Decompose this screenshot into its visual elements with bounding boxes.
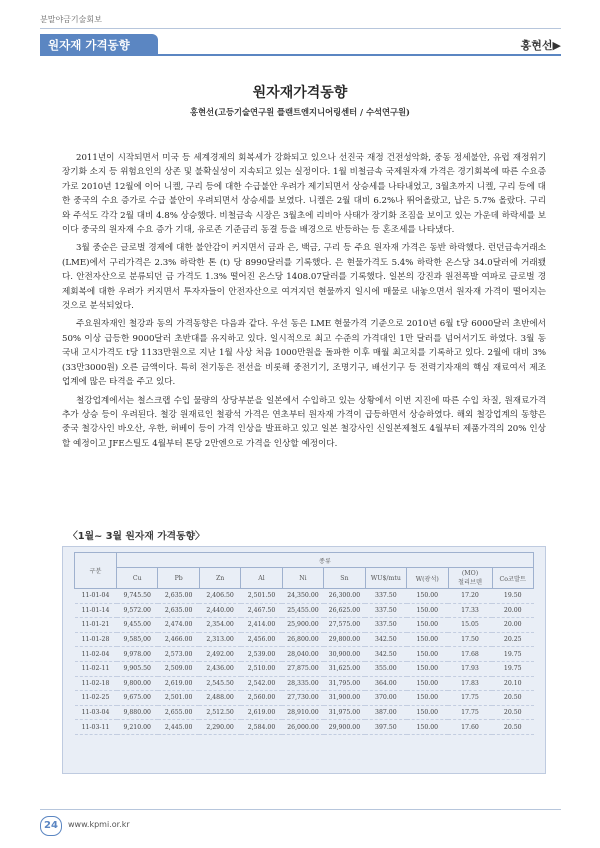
page-number: 24 [40,816,62,836]
table-cell: 9,455.00 [117,618,158,633]
table-cell: 9,800.00 [117,676,158,691]
table-cell: 31,975.00 [324,705,365,720]
article-body [62,151,546,455]
table-cell: 342.50 [365,632,406,647]
group-header: 종류 [117,553,534,568]
row-date: 11-01-28 [75,632,117,647]
table-cell: 24,350.00 [282,589,323,604]
table-cell: 26,800.00 [282,632,323,647]
footer-url: www.kpmi.or.kr [68,820,130,829]
column-header: Cu [117,568,158,589]
table-cell: 25,455.00 [282,603,323,618]
table-cell: 9,572.00 [117,603,158,618]
row-date: 11-02-25 [75,691,117,706]
table-cell: 9,585,00 [117,632,158,647]
table-cell: 17.50 [448,632,492,647]
column-header: Ni [282,568,323,589]
table-cell: 17.83 [448,676,492,691]
column-header: WU$/mtu [365,568,406,589]
table-cell: 31,795.00 [324,676,365,691]
table-cell: 9,880.00 [117,705,158,720]
table-cell: 355.00 [365,661,406,676]
table-cell: 2,635.00 [158,589,199,604]
row-date: 11-02-11 [75,661,117,676]
header-divider [40,28,561,29]
table-cell: 20.50 [492,720,534,735]
table-cell: 150.00 [407,647,448,662]
table-cell: 2,456.00 [241,632,282,647]
table-cell: 17.68 [448,647,492,662]
body-paragraph: 3월 중순은 글로벌 경제에 대한 불안감이 커지면서 금과 은, 백금, 구리 등 주요 원자재 가격은 동반 하락했다. 런던금속거래소(LME)에서 구리가격은 2.3% 하락한 톤 (t) 당 8990달러를 기록했다. 은 현물가격도 5.4% 하락한 온스당 34.0달러에 거래됐다. 안전자산으로 분류되던 금 가격도 1.3% 떨어진 온스당 1408.07달러를 기록했다. 일본의 강진과 원전폭발 여파로 글로벌 경제회복에 대한 우려가 커지면서 투자자들이 안전자산으로 여겨지던 현물까지 일시에 매물로 내놓으면서 원자재 가격이 떨어지는 것으로 분석되었다. [62,243,546,312]
table-cell: 2,573.00 [158,647,199,662]
table-cell: 20.50 [492,705,534,720]
table-cell: 2,354.00 [199,618,240,633]
table-cell: 2,542.00 [241,676,282,691]
table-row [75,676,534,691]
table-cell: 2,584.00 [241,720,282,735]
column-header: (MO) 철리브덴 [448,568,492,589]
table-cell: 2,466.00 [158,632,199,647]
column-header: W(광석) [407,568,448,589]
row-date: 11-01-21 [75,618,117,633]
table-cell: 20.00 [492,618,534,633]
table-row [75,705,534,720]
table-cell: 150.00 [407,603,448,618]
row-date: 11-01-14 [75,603,117,618]
section-author: 홍현선▶ [520,39,561,52]
table-cell: 150.00 [407,632,448,647]
table-cell: 26,300.00 [324,589,365,604]
table-cell: 337.50 [365,603,406,618]
table-cell: 20.25 [492,632,534,647]
article-title: 원자재가격동향 [252,85,348,101]
column-header: Sn [324,568,365,589]
table-cell: 28,335.00 [282,676,323,691]
section-header [40,34,561,56]
table-cell: 2,440.00 [199,603,240,618]
footer-divider [40,809,561,810]
table-cell: 2,509.00 [158,661,199,676]
table-cell: 2,619.00 [158,676,199,691]
table-cell: 26,625.00 [324,603,365,618]
table-cell: 20.00 [492,603,534,618]
table-cell: 2,501.00 [158,691,199,706]
table-row [75,720,534,735]
table-row [75,661,534,676]
table-row [75,589,534,604]
table-cell: 2,545.50 [199,676,240,691]
row-header: 구분 [75,553,117,589]
table-cell: 20.50 [492,691,534,706]
table-cell: 387.00 [365,705,406,720]
table-cell: 28,040.00 [282,647,323,662]
table-cell: 150.00 [407,720,448,735]
body-paragraph: 철강업계에서는 철스크랩 수입 물량의 상당부분을 일본에서 수입하고 있는 상황에서 이번 지진에 따른 수입 차질, 원재료가격 추가 상승 등이 우려된다. 철강 원재료인 철광석 가격은 연초부터 원자재 가격이 급등하면서 상승하였다. 해외 철강업계의 동향은 중국 철강사인 바오산, 우한, 허베이 등이 가격 인상을 발표하고 있고 일본 철강사인 신일본제철도 4월부터 제품가격의 20% 인상할 예정이고 JFE스틸도 4월부터 톤당 2만엔으로 가격을 인상할 예정이다. [62,395,546,449]
table-cell: 28,910.00 [282,705,323,720]
table-cell: 26,000.00 [282,720,323,735]
table-cell: 29,800.00 [324,632,365,647]
table-row [75,618,534,633]
table-cell: 29,900.00 [324,720,365,735]
table-cell: 2,492.00 [199,647,240,662]
row-date: 11-03-11 [75,720,117,735]
table-cell: 150.00 [407,589,448,604]
table-row [75,647,534,662]
table-cell: 2,474.00 [158,618,199,633]
table-cell: 27,875.00 [282,661,323,676]
row-date: 11-02-18 [75,676,117,691]
body-paragraph: 주요원자재인 철강과 동의 가격동향은 다음과 같다. 우선 동은 LME 현물가격 기준으로 2010년 6월 t당 6000달러 초반에서 50% 이상 급등한 9000달러 초반대를 유지하고 있다. 일시적으로 최고 수준의 가격대인 1만 달러를 넘어서기도 하였다. 3월 동 국내 고시가격도 t당 1133만원으로 지난 1월 사상 처음 1000만원을 돌파한 이후 매월 최고치를 기록하고 있다. 2월에 대비 3%(33만3000원) 오른 금액이다. 특히 전기동은 전선을 비롯해 중전기기, 조명기구, 배선기구 등 전력기자재의 핵심 재료여서 제조업계에 많은 타격을 주고 있다. [62,319,546,388]
table-cell: 364.00 [365,676,406,691]
table-cell: 2,560.00 [241,691,282,706]
table-cell: 17.75 [448,691,492,706]
table-cell: 2,488.00 [199,691,240,706]
table-cell: 150.00 [407,691,448,706]
table-cell: 2,619.00 [241,705,282,720]
table-cell: 15.05 [448,618,492,633]
table-cell: 150.00 [407,705,448,720]
table-cell: 397.50 [365,720,406,735]
article-byline: 홍현선(고등기술연구원 플랜트엔지니어링센터 / 수석연구원) [190,107,410,117]
table-cell: 19.50 [492,589,534,604]
journal-name: 분말야금기술회보 [40,15,102,24]
table-cell: 25,900.00 [282,618,323,633]
table-cell: 2,467.50 [241,603,282,618]
table-cell: 2,406.50 [199,589,240,604]
table-cell: 9,905.50 [117,661,158,676]
table-cell: 2,436.00 [199,661,240,676]
table-cell: 342.50 [365,647,406,662]
table-cell: 17.93 [448,661,492,676]
column-header: Al [241,568,282,589]
table-cell: 2,539.00 [241,647,282,662]
table-cell: 19.75 [492,661,534,676]
row-date: 11-03-04 [75,705,117,720]
table-cell: 2,501.50 [241,589,282,604]
table-cell: 2,290.00 [199,720,240,735]
section-label: 원자재 가격동향 [40,34,158,56]
table-cell: 30,900.00 [324,647,365,662]
table-cell: 9,210.00 [117,720,158,735]
table-cell: 2,313.00 [199,632,240,647]
table-cell: 370.00 [365,691,406,706]
section-rule [158,54,561,56]
table-row [75,632,534,647]
table-cell: 2,510.00 [241,661,282,676]
column-header: Co코발트 [492,568,534,589]
table-cell: 9,745.50 [117,589,158,604]
table-cell: 17.75 [448,705,492,720]
row-date: 11-01-04 [75,589,117,604]
table-cell: 19.75 [492,647,534,662]
table-cell: 2,655.00 [158,705,199,720]
price-table [74,552,534,735]
table-row [75,603,534,618]
table-cell: 17.60 [448,720,492,735]
table-cell: 9,675.00 [117,691,158,706]
table-cell: 31,625.00 [324,661,365,676]
table-cell: 27,730.00 [282,691,323,706]
table-cell: 150.00 [407,618,448,633]
table-cell: 9,978.00 [117,647,158,662]
table-cell: 20.10 [492,676,534,691]
table-title: 〈1월~ 3월 원자재 가격동향〉 [68,531,205,542]
table-cell: 337.50 [365,589,406,604]
body-paragraph: 2011년이 시작되면서 미국 등 세계경제의 회복세가 강화되고 있으나 선진국 재정 건전성악화, 중동 정세불안, 유럽 재정위기 장기화 소지 등 위험요인의 상존 및 불확실성이 지속되고 있는 실정이다. 1월 비철금속 국제원자재 가격은 경기회복에 따른 수요증가로 2010년 12월에 이어 니켈, 구리 등에 대한 수급불안 우려가 제기되면서 상승세를 나타내었고, 3월초까지 니켈, 구리 등에 대한 중국의 수요 증가로 수급 불안이 우려되면서 상승세를 보였다. 니켈은 2월 대비 6.2%나 뛰어올랐고, 납은 5.7% 올랐다. 구리와 주석도 각각 2월 대비 4.8% 상승했다. 비철금속 시장은 3월초에 리비아 사태가 장기화 조짐을 보이고 있는 가운데 하락세를 보이다 중국의 원자재 수요 증가 기대, 유로존 기준금리 동결 등을 배경으로 반등하는 등 혼조세를 나타냈다. [62,153,546,236]
table-cell: 337.50 [365,618,406,633]
table-cell: 17.33 [448,603,492,618]
table-cell: 2,512.50 [199,705,240,720]
table-cell: 2,445.00 [158,720,199,735]
row-date: 11-02-04 [75,647,117,662]
table-cell: 150.00 [407,661,448,676]
table-cell: 150.00 [407,676,448,691]
table-cell: 17.20 [448,589,492,604]
table-cell: 2,414.00 [241,618,282,633]
table-cell: 2,635.00 [158,603,199,618]
column-header: Pb [158,568,199,589]
table-cell: 27,575.00 [324,618,365,633]
table-cell: 31,900.00 [324,691,365,706]
table-row [75,691,534,706]
column-header: Zn [199,568,240,589]
